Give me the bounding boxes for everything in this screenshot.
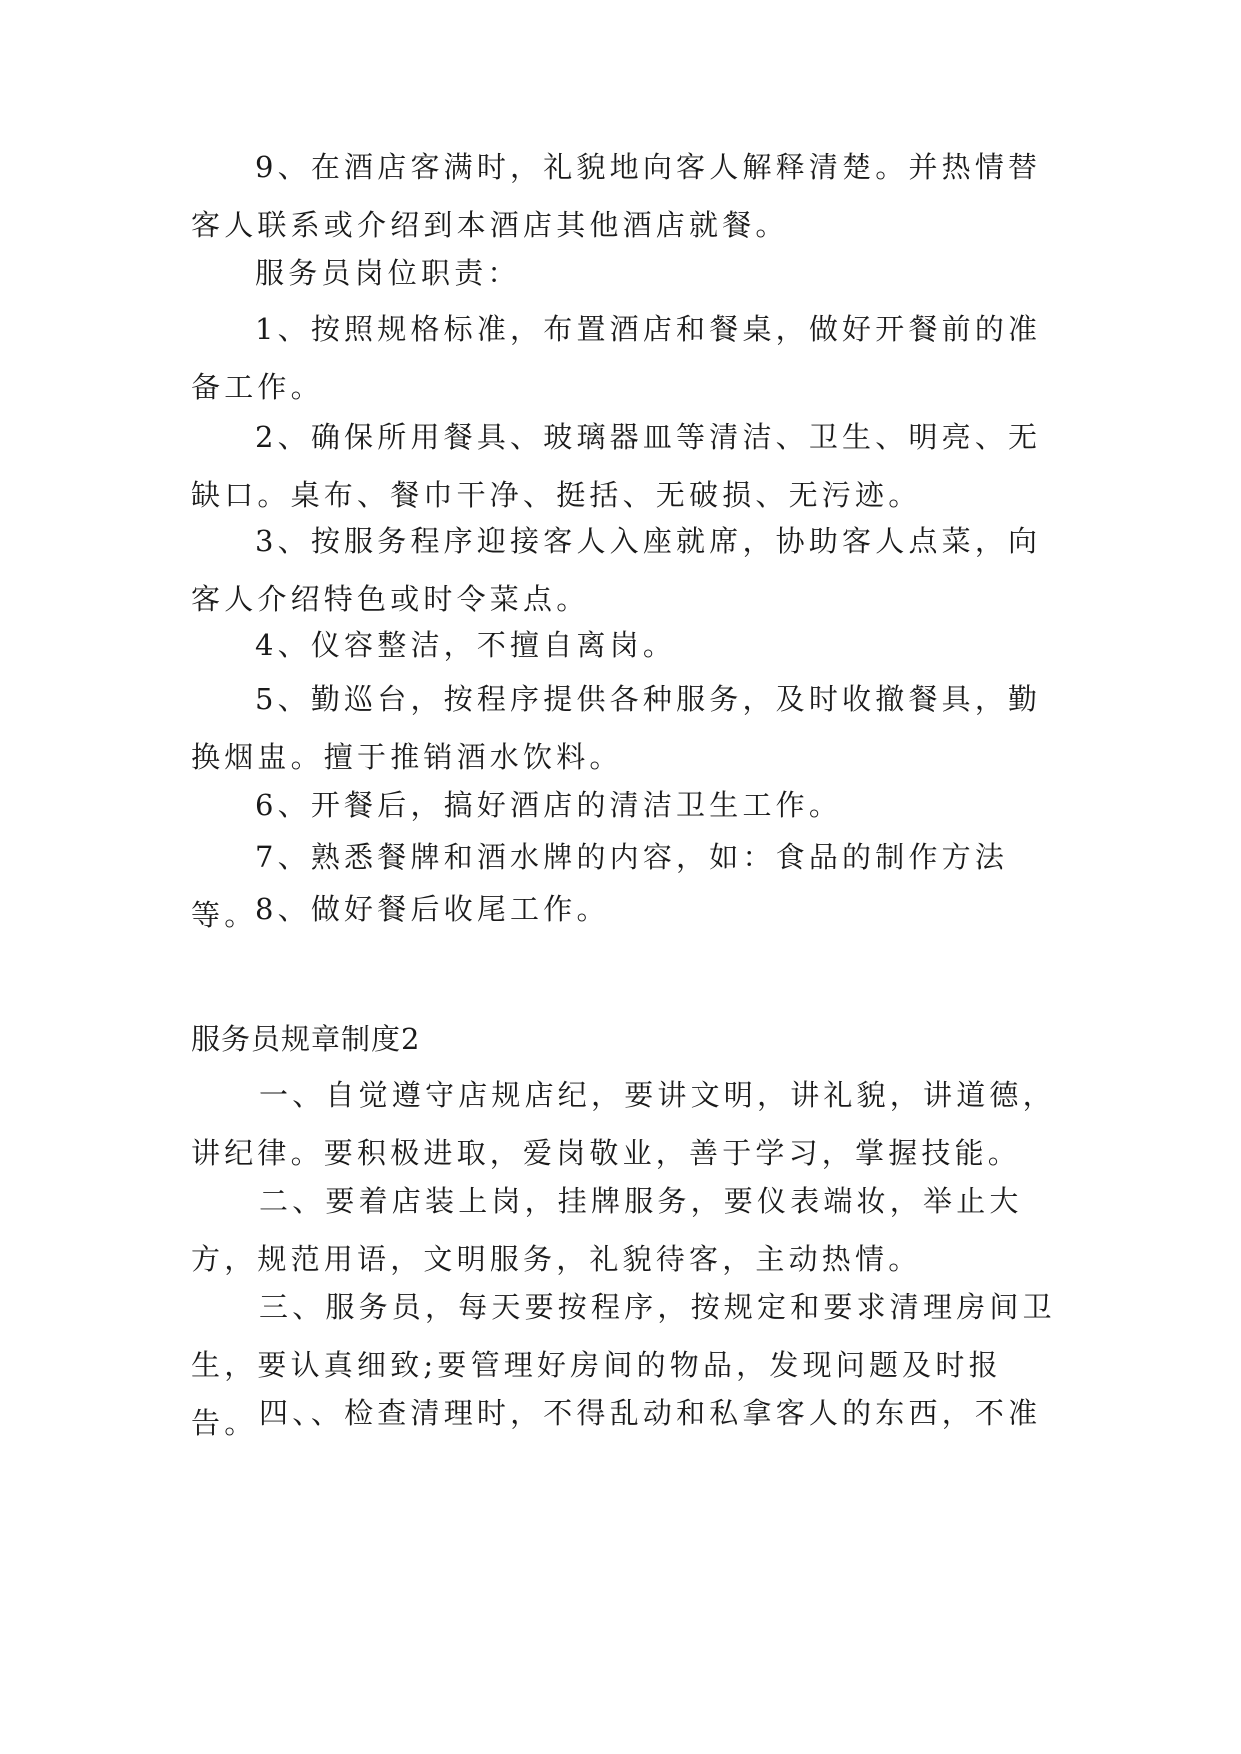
paragraph-rule-1: 一、自觉遵守店规店纪，要讲文明，讲礼貌，讲道德，讲纪律。要积极进取，爱岗敬业，善于学习，掌握技能。 [191, 1078, 1056, 1170]
paragraph-duty-4: 4、仪容整洁，不擅自离岗。 [255, 628, 677, 662]
paragraph-rule-3: 三、服务员，每天要按程序，按规定和要求清理房间卫生，要认真细致;要管理好房间的物品，发现问题及时报告。 [191, 1290, 1056, 1440]
section-title: 服务员规章制度2 [191, 1022, 421, 1056]
paragraph-duty-1: 1、按照规格标准，布置酒店和餐桌，做好开餐前的准备工作。 [191, 312, 1042, 404]
paragraph-rule-2: 二、要着店装上岗，挂牌服务，要仪表端妆，举止大方，规范用语，文明服务，礼貌待客，主动热情。 [191, 1184, 1023, 1276]
paragraph-duty-2: 2、确保所用餐具、玻璃器皿等清洁、卫生、明亮、无缺口。桌布、餐巾干净、挺括、无破损、无污迹。 [191, 420, 1042, 512]
paragraph-duty-7: 7、熟悉餐牌和酒水牌的内容，如：食品的制作方法等。 [191, 840, 1009, 932]
paragraph-duty-3: 3、按服务程序迎接客人入座就席，协助客人点菜，向客人介绍特色或时令菜点。 [191, 524, 1042, 616]
paragraph-rule-4: 四、、检查清理时，不得乱动和私拿客人的东西，不准 [259, 1396, 1042, 1430]
paragraph-item-9: 9、在酒店客满时，礼貌地向客人解释清楚。并热情替客人联系或介绍到本酒店其他酒店就餐。 [191, 150, 1042, 242]
paragraph-duty-5: 5、勤巡台，按程序提供各种服务，及时收撤餐具，勤换烟盅。擅于推销酒水饮料。 [191, 682, 1042, 774]
paragraph-duty-8: 8、做好餐后收尾工作。 [255, 892, 610, 926]
paragraph-duty-6: 6、开餐后，搞好酒店的清洁卫生工作。 [255, 788, 843, 822]
paragraph-duties-heading: 服务员岗位职责： [255, 256, 521, 290]
